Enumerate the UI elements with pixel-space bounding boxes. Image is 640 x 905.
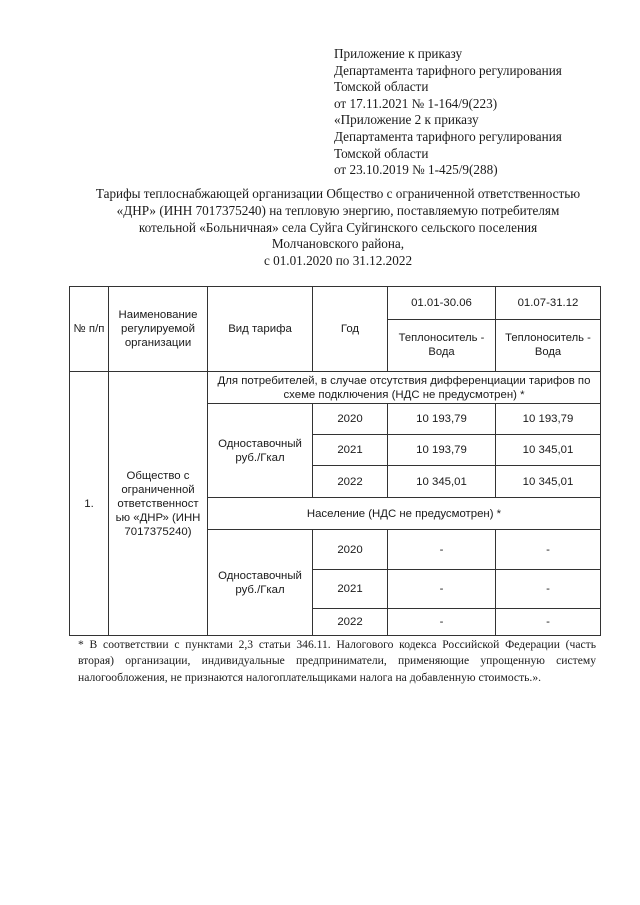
footnote bbox=[78, 637, 596, 686]
organization-name: Общество с ограниченной ответственност ью «ДНР» (ИНН 7017375240) bbox=[109, 372, 208, 636]
section-title: Для потребителей, в случае отсутствия дифференциации тарифов по схеме подключения (НДС не предусмотрен) * bbox=[208, 372, 601, 404]
value-cell: - bbox=[388, 530, 496, 570]
value-cell: 10 345,01 bbox=[496, 466, 601, 498]
value-cell: - bbox=[496, 530, 601, 570]
header-organization: Наименование регулируемой организации bbox=[109, 287, 208, 372]
header-carrier-1: Теплоноситель - Вода bbox=[388, 320, 496, 372]
header-period-2: 01.07-31.12 bbox=[496, 287, 601, 320]
year-cell: 2022 bbox=[313, 609, 388, 636]
title-line: Молчановского района, bbox=[271, 236, 405, 252]
title-line: Тарифы теплоснабжающей организации Общество с ограниченной ответственностью bbox=[95, 186, 581, 201]
document-title bbox=[40, 186, 636, 270]
value-cell: - bbox=[388, 570, 496, 609]
header-line: «Приложение 2 к приказу bbox=[334, 112, 479, 128]
year-cell: 2021 bbox=[313, 570, 388, 609]
order-appendix-header bbox=[334, 46, 614, 179]
year-cell: 2021 bbox=[313, 435, 388, 466]
title-line: с 01.01.2020 по 31.12.2022 bbox=[263, 253, 413, 269]
header-period-1: 01.01-30.06 bbox=[388, 287, 496, 320]
title-line: «ДНР» (ИНН 7017375240) на тепловую энергию, поставляемую потребителям bbox=[116, 202, 560, 218]
tariff-type-cell: Одноставочный руб./Гкал bbox=[208, 530, 313, 636]
header-year: Год bbox=[313, 287, 388, 372]
header-line: Томской области bbox=[334, 79, 429, 95]
row-number: 1. bbox=[70, 372, 109, 636]
value-cell: - bbox=[496, 570, 601, 609]
value-cell: 10 345,01 bbox=[496, 435, 601, 466]
value-cell: 10 193,79 bbox=[388, 435, 496, 466]
year-cell: 2022 bbox=[313, 466, 388, 498]
footnote-text: * В соответствии с пунктами 2,3 статьи 346.11. Налогового кодекса Российской Федерации (часть вторая) организации, индивидуальные предприниматели, применяющие упрощенную систему налогообложения, не признаются налогоплательщиками налога на добавленную стоимость.». bbox=[78, 638, 596, 684]
tariff-table bbox=[69, 286, 601, 636]
value-cell: - bbox=[388, 609, 496, 636]
title-line: котельной «Больничная» села Суйга Суйгинского сельского поселения bbox=[138, 219, 538, 235]
value-cell: 10 345,01 bbox=[388, 466, 496, 498]
header-line: от 17.11.2021 № 1-164/9(223) bbox=[334, 95, 498, 111]
header-line: Департамента тарифного регулирования bbox=[334, 128, 562, 144]
header-carrier-2: Теплоноситель - Вода bbox=[496, 320, 601, 372]
header-number: № п/п bbox=[70, 287, 109, 372]
header-tariff-type: Вид тарифа bbox=[208, 287, 313, 372]
header-line: от 23.10.2019 № 1-425/9(288) bbox=[334, 162, 498, 178]
year-cell: 2020 bbox=[313, 404, 388, 435]
header-line: Томской области bbox=[334, 145, 429, 161]
value-cell: 10 193,79 bbox=[388, 404, 496, 435]
header-line: Приложение к приказу bbox=[334, 46, 463, 61]
year-cell: 2020 bbox=[313, 530, 388, 570]
value-cell: - bbox=[496, 609, 601, 636]
section-title: Население (НДС не предусмотрен) * bbox=[208, 498, 601, 530]
value-cell: 10 193,79 bbox=[496, 404, 601, 435]
header-line: Департамента тарифного регулирования bbox=[334, 62, 562, 78]
tariff-type-cell: Одноставочный руб./Гкал bbox=[208, 404, 313, 498]
